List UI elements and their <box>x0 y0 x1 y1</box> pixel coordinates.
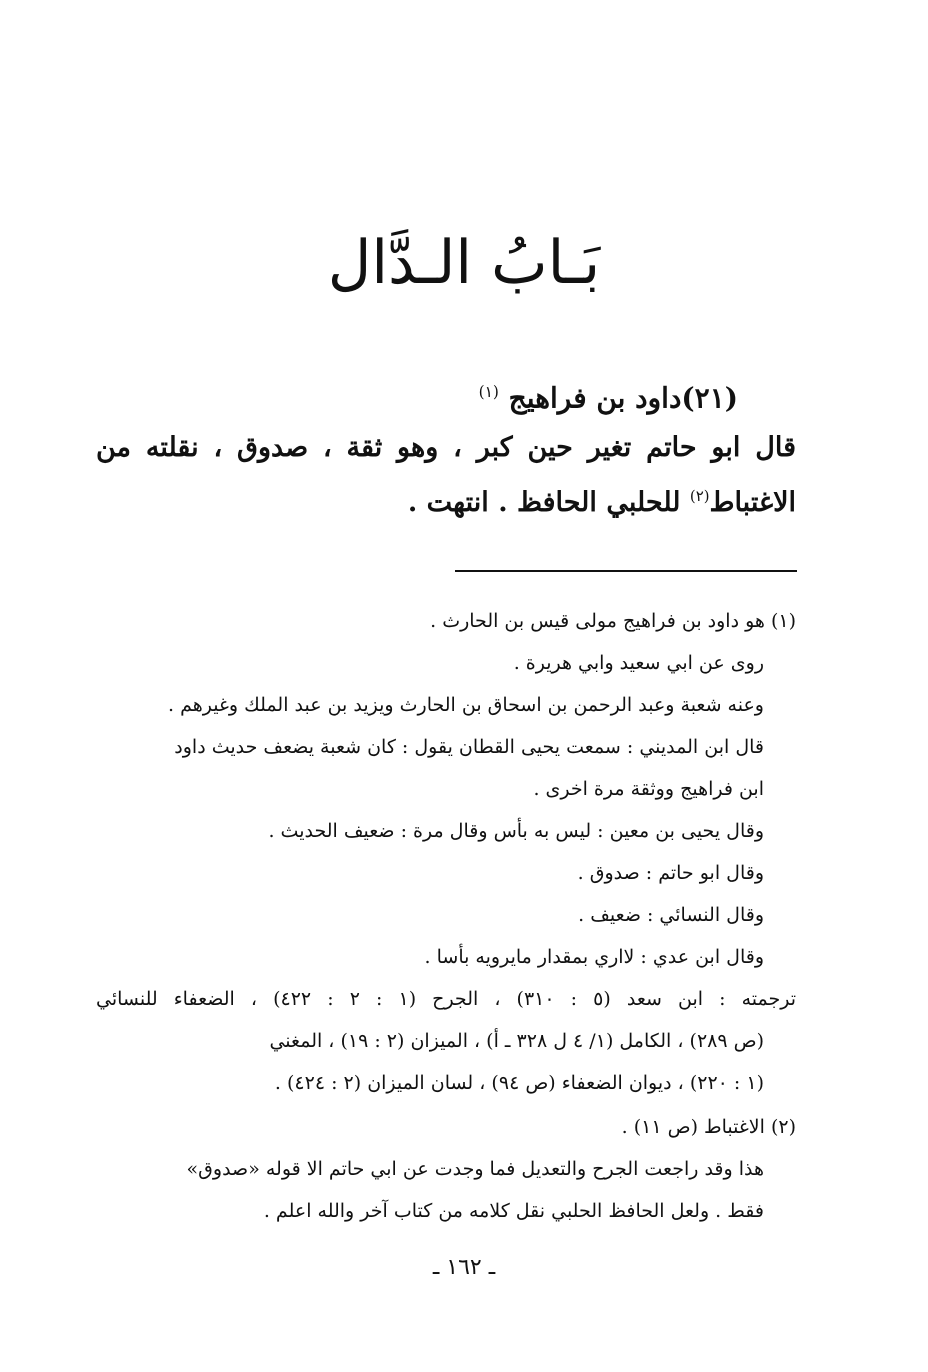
footnote-1 <box>96 600 796 1104</box>
footnote-line: وقال ابن عدي : لااري بمقدار مايرويه بأسا . <box>424 946 764 968</box>
footnote-ref-2: (٢) <box>689 487 710 505</box>
entry-text-fragment: للحلبي الحافظ . انتهت . <box>407 487 690 518</box>
footnote-line: (٢) الاغتباط (ص ١١) . <box>621 1116 796 1138</box>
footnote-line: ابن فراهيج ووثقة مرة اخرى . <box>533 778 764 800</box>
footnotes <box>96 600 796 1232</box>
entry-number: (٢١) <box>681 381 738 415</box>
footnote-line: (١) هو داود بن فراهيج مولى قيس بن الحارث . <box>430 610 796 632</box>
entry-name: داود بن فراهيج <box>508 381 682 415</box>
page-number: ـ ١٦٢ ـ <box>432 1255 496 1280</box>
entry-text-line <box>96 472 796 520</box>
footnote-line: قال ابن المديني : سمعت يحيى القطان يقول : كان شعبة يضعف حديث داود <box>174 736 764 758</box>
footnote-ref-1: (١) <box>478 383 499 401</box>
footnote-2 <box>96 1106 796 1232</box>
footnote-line: وقال النسائي : ضعيف . <box>578 904 764 926</box>
entry-text-line: قال ابو حاتم تغير حين كبر ، وهو ثقة ، صدوق ، نقلته من <box>96 432 796 463</box>
footnote-line: (١ : ٢٢٠) ، ديوان الضعفاء (ص ٩٤) ، لسان الميزان (٢ : ٤٢٤) . <box>274 1072 764 1094</box>
footnote-line: وعنه شعبة وعبد الرحمن بن اسحاق بن الحارث ويزيد بن عبد الملك وغيرهم . <box>168 694 764 716</box>
footnote-line: (ص ٢٨٩) ، الكامل (١/ ٤ ل ٣٢٨ ـ أ) ، الميزان (٢ : ١٩) ، المغني <box>269 1030 764 1052</box>
footnote-line: وقال يحيى بن معين : ليس به بأس وقال مرة : ضعيف الحديث . <box>268 820 764 842</box>
footnote-line: فقط . ولعل الحافظ الحلبي نقل كلامه من كتاب آخر والله اعلم . <box>263 1200 764 1222</box>
footnote-separator <box>455 570 797 572</box>
entry-heading <box>479 370 738 420</box>
entry-text-fragment: الاغتباط <box>709 487 796 518</box>
footnote-line: هذا وقد راجعت الجرح والتعديل فما وجدت عن ابي حاتم الا قوله «صدوق» <box>186 1158 764 1180</box>
footnote-line: ترجمته : ابن سعد (٥ : ٣١٠) ، الجرح (١ : ٢ : ٤٢٢) ، الضعفاء للنسائي <box>96 988 796 1010</box>
chapter-title: بَـابُ الـدَّال <box>327 228 601 298</box>
entry-body <box>96 424 796 520</box>
footnote-line: روى عن ابي سعيد وابي هريرة . <box>513 652 764 674</box>
footnote-line: وقال ابو حاتم : صدوق . <box>577 862 764 884</box>
